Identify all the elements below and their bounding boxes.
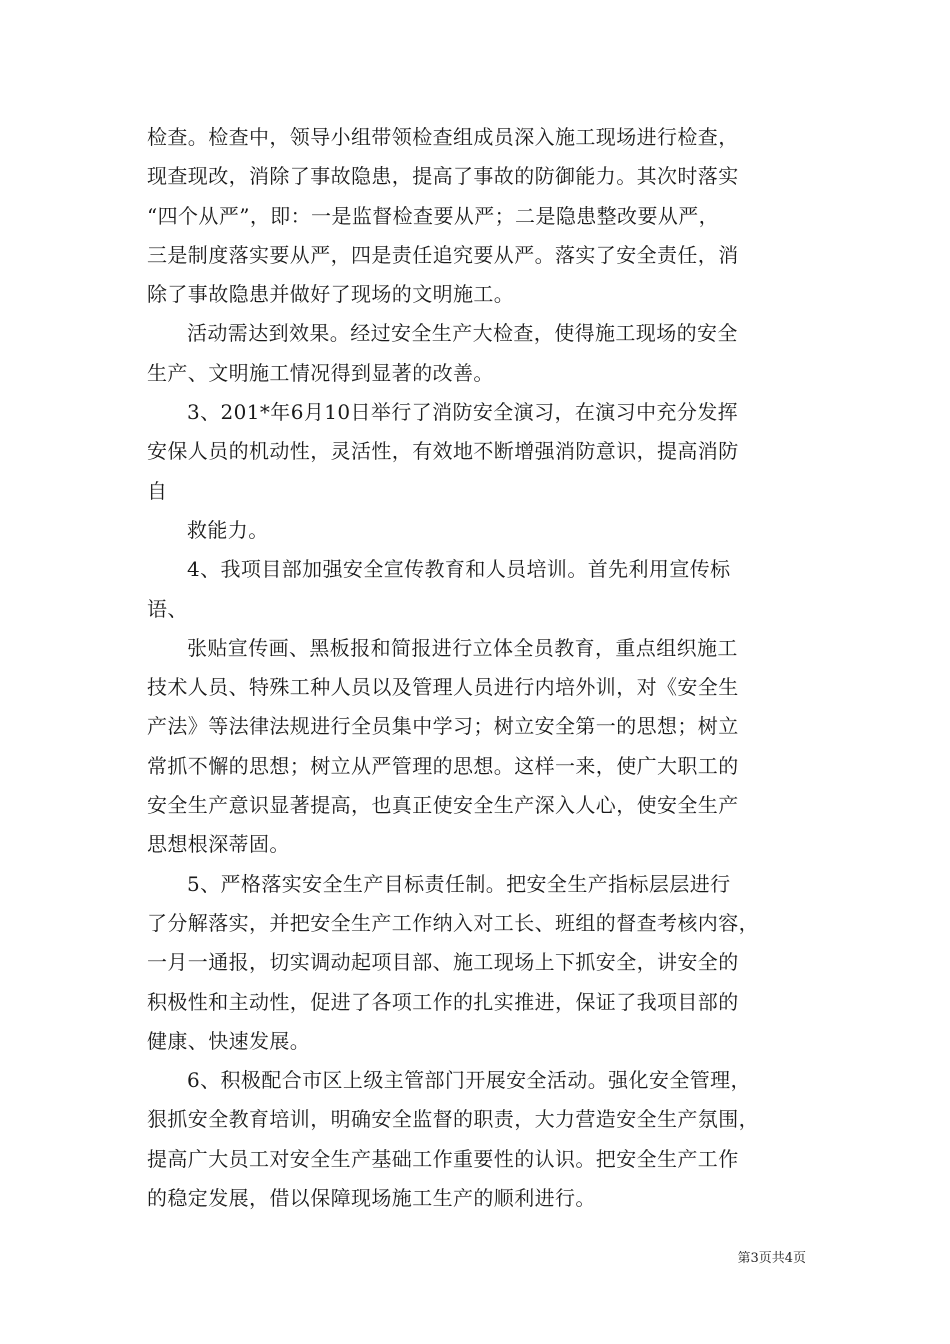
text-line: 6、积极配合市区上级主管部门开展安全活动。强化安全管理， [187, 1068, 751, 1093]
page-number: 第3页共4页 [737, 1251, 806, 1266]
text-line: 除了事故隐患并做好了现场的文明施工。 [147, 282, 515, 307]
text-line: 生产、文明施工情况得到显著的改善。 [147, 360, 494, 385]
text-line: 安全生产意识显著提高，也真正使安全生产深入人心，使安全生产 [147, 793, 739, 818]
text-line: 活动需达到效果。经过安全生产大检查，使得施工现场的安全 [187, 321, 738, 346]
text-line: 5、严格落实安全生产目标责任制。把安全生产指标层层进行 [187, 871, 731, 896]
text-line: 提高广大员工对安全生产基础工作重要性的认识。把安全生产工作 [147, 1146, 739, 1171]
text-line: 自 [147, 478, 168, 503]
text-line: 一月一通报，切实调动起项目部、施工现场上下抓安全，讲安全的 [147, 950, 739, 975]
text-line: 语、 [147, 596, 188, 621]
text-line: 技术人员、特殊工种人员以及管理人员进行内培外训，对《安全生 [147, 675, 739, 700]
text-line: 积极性和主动性，促进了各项工作的扎实推进，保证了我项目部的 [147, 989, 739, 1014]
body-text [147, 118, 817, 1218]
text-line: 思想根深蒂固。 [147, 832, 290, 857]
text-line: 三是制度落实要从严，四是责任追究要从严。落实了安全责任，消 [147, 242, 739, 267]
text-line: 产法》等法律法规进行全员集中学习；树立安全第一的思想；树立 [147, 714, 739, 739]
text-line: 4、我项目部加强安全宣传教育和人员培训。首先利用宣传标 [187, 557, 731, 582]
text-line: 救能力。 [187, 517, 269, 542]
text-line: 安保人员的机动性，灵活性，有效地不断增强消防意识，提高消防 [147, 439, 739, 464]
text-line: 健康、快速发展。 [147, 1028, 311, 1053]
text-line: 狠抓安全教育培训，明确安全监督的职责，大力营造安全生产氛围， [147, 1107, 759, 1132]
text-line: 现查现改，消除了事故隐患，提高了事故的防御能力。其次时落实 [147, 164, 739, 189]
text-line: 张贴宣传画、黑板报和简报进行立体全员教育，重点组织施工 [187, 635, 738, 660]
text-line: 3、201*年6月10日举行了消防安全演习，在演习中充分发挥 [187, 400, 739, 425]
text-line: “四个从严”，即：一是监督检查要从严；二是隐患整改要从严， [147, 203, 720, 228]
text-line: 检查。检查中，领导小组带领检查组成员深入施工现场进行检查， [147, 125, 739, 149]
text-line: 了分解落实，并把安全生产工作纳入对工长、班组的督查考核内容， [147, 910, 759, 935]
text-line: 的稳定发展，借以保障现场施工生产的顺利进行。 [147, 1186, 596, 1211]
text-line: 常抓不懈的思想；树立从严管理的思想。这样一来，使广大职工的 [147, 753, 739, 778]
